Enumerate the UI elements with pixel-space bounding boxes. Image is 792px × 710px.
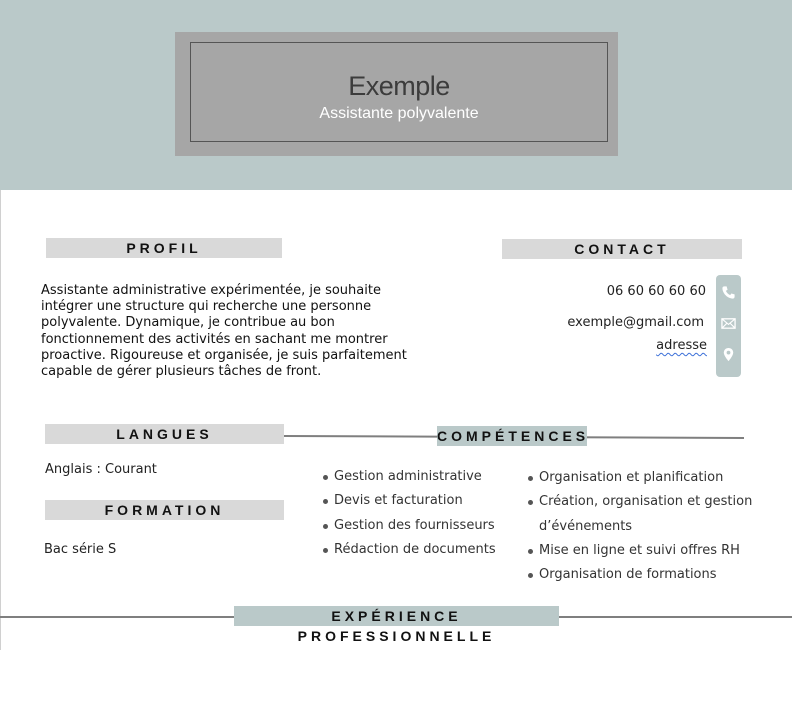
mail-icon xyxy=(721,316,736,331)
candidate-role: Assistante polyvalente xyxy=(319,105,479,122)
contact-email: exemple@gmail.com xyxy=(567,315,704,330)
contact-icon-bar xyxy=(716,275,741,377)
languages-heading: LANGUES xyxy=(45,424,284,444)
name-box-frame xyxy=(190,42,608,142)
list-item: Création, organisation et gestion d’événements xyxy=(528,490,773,539)
experience-heading: EXPÉRIENCE PROFESSIONNELLE xyxy=(234,606,559,626)
contact-address: adresse xyxy=(656,338,707,353)
skills-list-left xyxy=(323,465,496,562)
list-item: Organisation et planification xyxy=(528,466,773,490)
list-item: Organisation de formations xyxy=(528,563,773,587)
skills-heading: COMPÉTENCES xyxy=(437,428,590,444)
education-heading: FORMATION xyxy=(45,500,284,520)
list-item: Gestion administrative xyxy=(323,465,496,489)
list-item: Rédaction de documents xyxy=(323,538,496,562)
list-item: Devis et facturation xyxy=(323,489,496,513)
list-item: Gestion des fournisseurs xyxy=(323,514,496,538)
header-band xyxy=(0,0,792,190)
candidate-name: Exemple xyxy=(348,71,450,101)
profile-text: Assistante administrative expérimentée, je souhaite intégrer une structure qui recherche une personne polyvalente. Dynamique, je contribue au bon fonctionnement des activités en sachant me montrer proactive. Rigoureuse et organisée, je suis parfaitement capable de gérer plusieurs tâches de front. xyxy=(41,283,407,380)
language-item: Anglais : Courant xyxy=(45,462,157,477)
name-box xyxy=(175,32,618,156)
location-pin-icon xyxy=(721,347,736,362)
contact-phone: 06 60 60 60 60 xyxy=(606,284,706,299)
profile-heading: PROFIL xyxy=(46,238,282,258)
contact-heading: CONTACT xyxy=(502,239,742,259)
list-item: Mise en ligne et suivi offres RH xyxy=(528,539,773,563)
education-item: Bac série S xyxy=(44,542,117,557)
skills-list-right xyxy=(528,466,773,587)
phone-icon xyxy=(721,285,736,300)
